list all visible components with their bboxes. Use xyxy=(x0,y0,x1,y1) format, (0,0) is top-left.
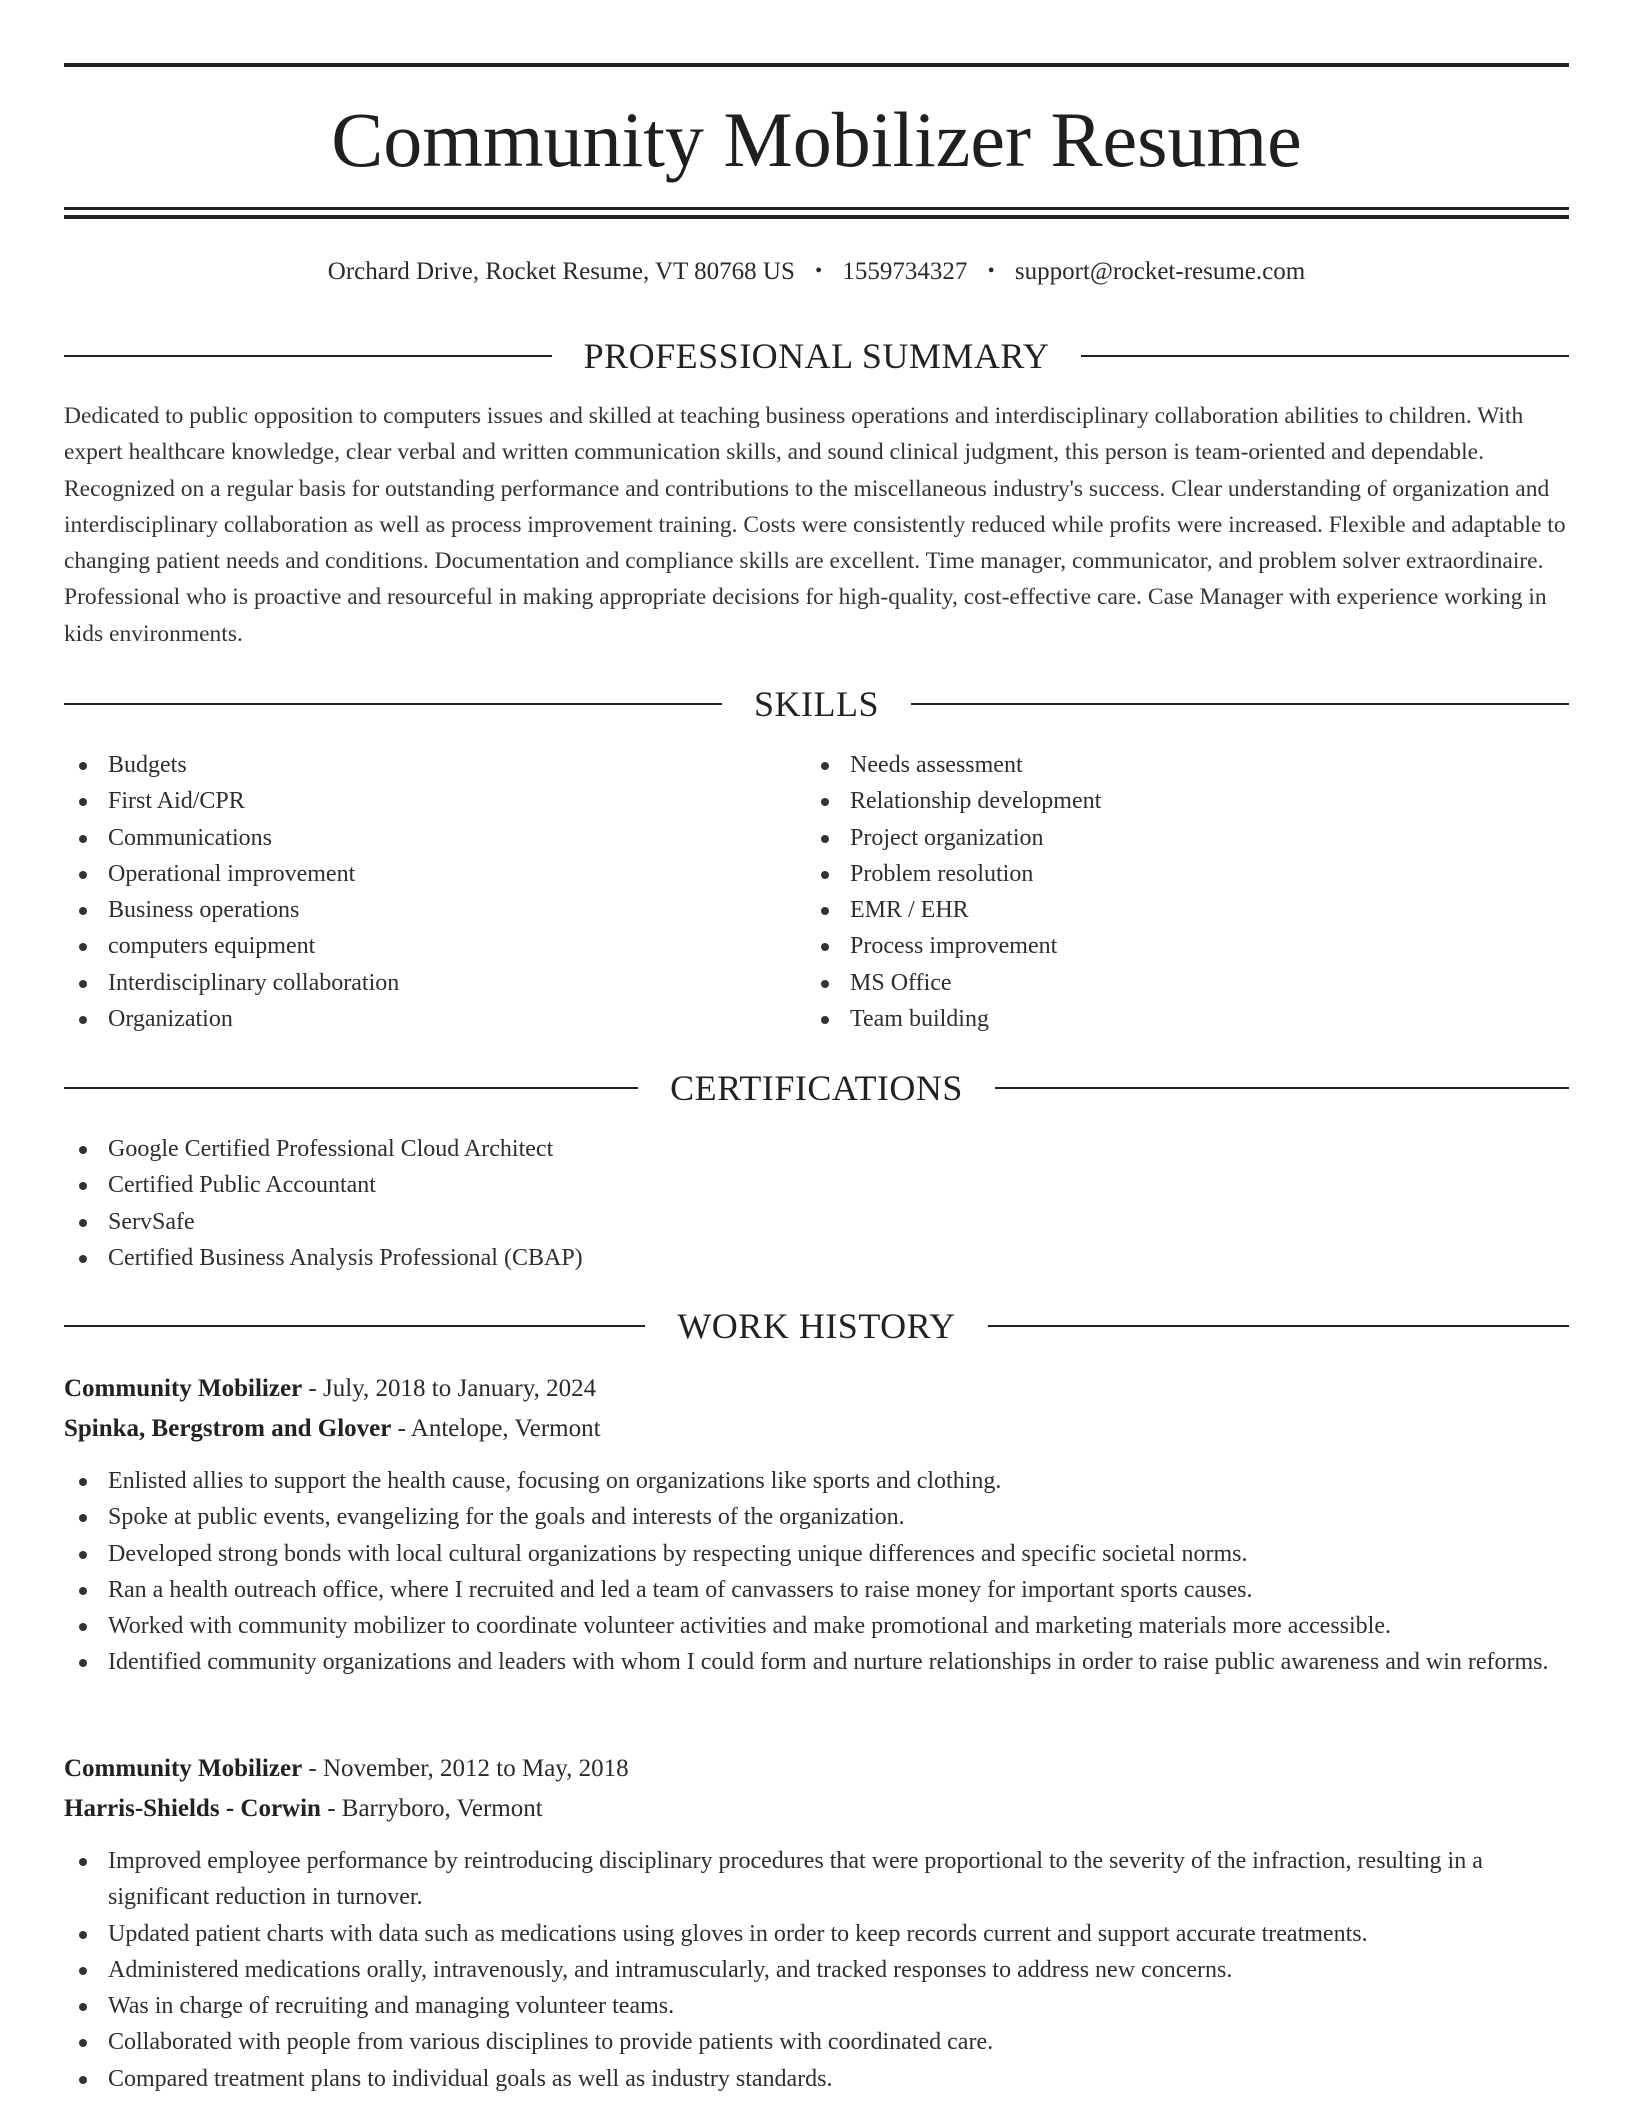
job-bullet: Administered medications orally, intravenously, and intramuscularly, and tracked responses to address new concerns. xyxy=(64,1952,1569,1988)
heading-rule xyxy=(1081,355,1569,357)
job-bullet: Collaborated with people from various disciplines to provide patients with coordinated care. xyxy=(64,2024,1569,2060)
skills-heading xyxy=(64,682,1569,726)
skill-item: computers equipment xyxy=(64,928,804,964)
summary-heading xyxy=(64,334,1569,378)
skills-heading-label: SKILLS xyxy=(754,684,880,724)
skill-item: Team building xyxy=(806,1001,1546,1037)
contact-address: Orchard Drive, Rocket Resume, VT 80768 US xyxy=(327,258,795,285)
job-bullet: Ran a health outreach office, where I recruited and led a team of canvassers to raise money for important sports causes. xyxy=(64,1572,1569,1608)
skill-item: First Aid/CPR xyxy=(64,783,804,819)
job-bullets xyxy=(64,1463,1569,1681)
certifications-heading-label: CERTIFICATIONS xyxy=(670,1068,963,1108)
skill-item: Process improvement xyxy=(806,928,1546,964)
job-bullet: Compared treatment plans to individual goals as well as industry standards. xyxy=(64,2061,1569,2097)
heading-rule xyxy=(911,703,1569,705)
job-bullet: Identified community organizations and leaders with whom I could form and nurture relationships in order to raise public awareness and win reforms. xyxy=(64,1644,1569,1680)
job-location: - Antelope, Vermont xyxy=(391,1415,601,1442)
skill-item: Problem resolution xyxy=(806,856,1546,892)
top-rule xyxy=(64,63,1569,67)
skill-item: Communications xyxy=(64,820,804,856)
skills-list-left xyxy=(64,747,804,1037)
heading-rule xyxy=(988,1325,1569,1327)
job-dates: - July, 2018 to January, 2024 xyxy=(302,1375,597,1402)
skill-item: Organization xyxy=(64,1001,804,1037)
skill-item: EMR / EHR xyxy=(806,892,1546,928)
job-role: Community Mobilizer xyxy=(64,1755,303,1782)
job-bullet: Developed strong bonds with local cultural organizations by respecting unique differences and specific societal norms. xyxy=(64,1536,1569,1572)
job-bullet: Enlisted allies to support the health cause, focusing on organizations like sports and clothing. xyxy=(64,1463,1569,1499)
job-employer: Harris-Shields - Corwin xyxy=(64,1795,321,1822)
job-bullets xyxy=(64,1843,1569,2097)
job-bullet: Improved employee performance by reintroducing disciplinary procedures that were proportional to the severity of the infraction, resulting in a significant reduction in turnover. xyxy=(64,1843,1569,1916)
skill-item: Relationship development xyxy=(806,783,1546,819)
skill-item: Operational improvement xyxy=(64,856,804,892)
job-title-line xyxy=(64,1369,1569,1409)
skill-item: Interdisciplinary collaboration xyxy=(64,965,804,1001)
certification-item: Certified Public Accountant xyxy=(64,1167,1569,1203)
skills-list-right xyxy=(806,747,1546,1037)
job-bullet: Worked with community mobilizer to coordinate volunteer activities and make promotional and marketing materials more accessible. xyxy=(64,1608,1569,1644)
job-employer-line xyxy=(64,1409,1569,1449)
contact-email: support@rocket-resume.com xyxy=(1014,258,1306,285)
contact-separator: • xyxy=(987,260,995,282)
contact-phone: 1559734327 xyxy=(842,258,968,285)
certifications-list xyxy=(64,1131,1569,1276)
title-rule-upper xyxy=(64,207,1569,210)
certification-item: ServSafe xyxy=(64,1204,1569,1240)
work-history-heading xyxy=(64,1304,1569,1348)
job-bullet: Was in charge of recruiting and managing volunteer teams. xyxy=(64,1988,1569,2024)
job-role: Community Mobilizer xyxy=(64,1375,303,1402)
contact-line xyxy=(64,252,1569,291)
certification-item: Google Certified Professional Cloud Architect xyxy=(64,1131,1569,1167)
job-bullet: Updated patient charts with data such as medications using gloves in order to keep records current and support accurate treatments. xyxy=(64,1916,1569,1952)
work-history-heading-label: WORK HISTORY xyxy=(677,1306,956,1346)
job-employer-line xyxy=(64,1789,1569,1829)
skill-item: MS Office xyxy=(806,965,1546,1001)
job-location: - Barryboro, Vermont xyxy=(320,1795,543,1822)
certification-item: Certified Business Analysis Professional (CBAP) xyxy=(64,1240,1569,1276)
skill-item: Business operations xyxy=(64,892,804,928)
contact-separator: • xyxy=(815,260,823,282)
summary-heading-label: PROFESSIONAL SUMMARY xyxy=(583,336,1050,376)
job-bullet: Spoke at public events, evangelizing for the goals and interests of the organization. xyxy=(64,1499,1569,1535)
heading-rule xyxy=(64,1087,638,1089)
job-title-line xyxy=(64,1749,1569,1789)
summary-text: Dedicated to public opposition to computers issues and skilled at teaching business operations and interdisciplinary collaboration abilities to children. With expert healthcare knowledge, clear verbal and written communication skills, and sound clinical judgment, this person is team-oriented and dependable. Recognized on a regular basis for outstanding performance and contributions to the miscellaneous industry's success. Clear understanding of organization and interdisciplinary collaboration as well as process improvement training. Costs were consistently reduced while profits were increased. Flexible and adaptable to changing patient needs and conditions. Documentation and compliance skills are excellent. Time manager, communicator, and problem solver extraordinaire. Professional who is proactive and resourceful in making appropriate decisions for high-quality, cost-effective care. Case Manager with experience working in kids environments. xyxy=(64,403,1566,647)
job-employer: Spinka, Bergstrom and Glover xyxy=(64,1415,392,1442)
title-rule-lower xyxy=(64,215,1569,219)
heading-rule xyxy=(64,703,722,705)
skill-item: Needs assessment xyxy=(806,747,1546,783)
certifications-heading xyxy=(64,1066,1569,1110)
skill-item: Project organization xyxy=(806,820,1546,856)
skill-item: Budgets xyxy=(64,747,804,783)
heading-rule xyxy=(995,1087,1569,1089)
heading-rule xyxy=(64,355,552,357)
heading-rule xyxy=(64,1325,645,1327)
job-dates: - November, 2012 to May, 2018 xyxy=(302,1755,629,1782)
resume-title: Community Mobilizer Resume xyxy=(331,96,1302,183)
